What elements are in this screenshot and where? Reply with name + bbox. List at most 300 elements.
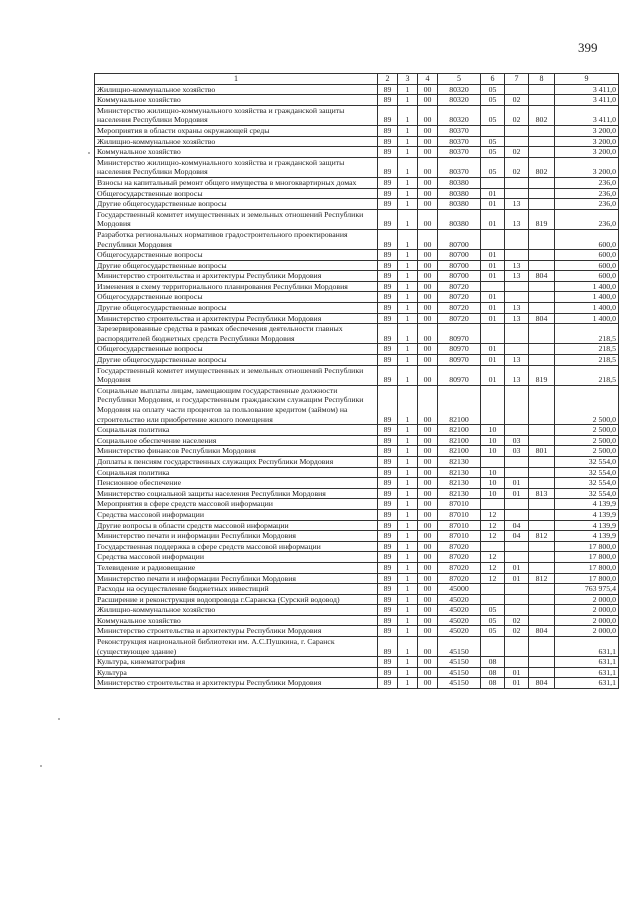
line-item-name: Министерство социальной защиты населения Республики Мордовия	[95, 488, 378, 499]
code-ministry	[529, 344, 555, 355]
amount: 218,5	[555, 355, 619, 366]
code-subchapter: 04	[505, 531, 529, 542]
amount: 1 400,0	[555, 292, 619, 303]
amount: 3 411,0	[555, 105, 619, 125]
code-chapter	[481, 177, 505, 188]
code-chapter: 01	[481, 344, 505, 355]
code-target: 82100	[438, 385, 481, 424]
amount: 17 800,0	[555, 573, 619, 584]
code-subchapter	[505, 136, 529, 147]
scan-speck	[40, 765, 42, 767]
table-row	[95, 355, 619, 366]
code-chapter: 01	[481, 292, 505, 303]
code-sub1: 1	[398, 509, 418, 520]
table-row	[95, 667, 619, 678]
code-subchapter: 02	[505, 157, 529, 177]
page-number: 399	[578, 40, 598, 55]
table-row	[95, 626, 619, 637]
code-section: 89	[378, 626, 398, 637]
table-row	[95, 573, 619, 584]
code-ministry	[529, 292, 555, 303]
code-sub1: 1	[398, 365, 418, 385]
code-chapter: 08	[481, 657, 505, 668]
code-subchapter: 02	[505, 147, 529, 158]
code-sub1: 1	[398, 425, 418, 436]
amount: 2 000,0	[555, 594, 619, 605]
code-target: 87010	[438, 531, 481, 542]
code-sub2: 00	[418, 95, 438, 106]
table-row	[95, 209, 619, 229]
code-chapter: 05	[481, 136, 505, 147]
code-target: 80720	[438, 313, 481, 324]
code-ministry	[529, 615, 555, 626]
code-section: 89	[378, 199, 398, 210]
code-section: 89	[378, 637, 398, 657]
amount: 3 411,0	[555, 95, 619, 106]
code-target: 80380	[438, 199, 481, 210]
code-subchapter: 13	[505, 303, 529, 314]
code-ministry	[529, 250, 555, 261]
code-section: 89	[378, 147, 398, 158]
table-row	[95, 271, 619, 282]
code-section: 89	[378, 509, 398, 520]
code-subchapter	[505, 594, 529, 605]
code-sub1: 1	[398, 281, 418, 292]
code-chapter: 08	[481, 667, 505, 678]
code-subchapter	[505, 229, 529, 249]
code-ministry	[529, 355, 555, 366]
code-chapter	[481, 324, 505, 344]
amount: 600,0	[555, 229, 619, 249]
code-chapter: 01	[481, 260, 505, 271]
amount: 2 500,0	[555, 435, 619, 446]
code-chapter: 10	[481, 478, 505, 489]
code-subchapter: 13	[505, 199, 529, 210]
code-ministry	[529, 637, 555, 657]
amount: 236,0	[555, 177, 619, 188]
code-section: 89	[378, 303, 398, 314]
code-ministry	[529, 303, 555, 314]
amount: 17 800,0	[555, 541, 619, 552]
code-target: 80700	[438, 271, 481, 282]
amount: 32 554,0	[555, 456, 619, 467]
line-item-name: Телевидение и радиовещание	[95, 562, 378, 573]
code-sub2: 00	[418, 509, 438, 520]
code-subchapter	[505, 605, 529, 616]
table-row	[95, 584, 619, 595]
code-sub2: 00	[418, 499, 438, 510]
table-row	[95, 446, 619, 457]
code-section: 89	[378, 313, 398, 324]
code-section: 89	[378, 562, 398, 573]
amount: 600,0	[555, 260, 619, 271]
amount: 1 400,0	[555, 281, 619, 292]
table-row	[95, 456, 619, 467]
code-chapter	[481, 637, 505, 657]
code-sub1: 1	[398, 344, 418, 355]
code-subchapter	[505, 541, 529, 552]
code-target: 80370	[438, 125, 481, 136]
code-section: 89	[378, 260, 398, 271]
table-body	[95, 84, 619, 688]
amount: 631,1	[555, 657, 619, 668]
code-sub2: 00	[418, 177, 438, 188]
code-sub2: 00	[418, 260, 438, 271]
code-subchapter	[505, 250, 529, 261]
code-ministry	[529, 147, 555, 158]
code-ministry: 813	[529, 488, 555, 499]
code-sub2: 00	[418, 594, 438, 605]
code-sub2: 00	[418, 573, 438, 584]
code-target: 87020	[438, 541, 481, 552]
amount: 4 139,9	[555, 499, 619, 510]
code-sub1: 1	[398, 95, 418, 106]
code-sub2: 00	[418, 209, 438, 229]
code-sub2: 00	[418, 303, 438, 314]
code-ministry	[529, 95, 555, 106]
code-ministry	[529, 605, 555, 616]
line-item-name: Разработка региональных нормативов градостроительного проектирования Республики Мордовия	[95, 229, 378, 249]
code-sub1: 1	[398, 125, 418, 136]
code-section: 89	[378, 177, 398, 188]
code-sub1: 1	[398, 584, 418, 595]
line-item-name: Министерство печати и информации Республики Мордовия	[95, 531, 378, 542]
code-sub2: 00	[418, 667, 438, 678]
table-row	[95, 260, 619, 271]
code-chapter: 01	[481, 199, 505, 210]
code-section: 89	[378, 84, 398, 95]
code-sub2: 00	[418, 157, 438, 177]
code-subchapter	[505, 456, 529, 467]
code-sub1: 1	[398, 188, 418, 199]
code-sub1: 1	[398, 84, 418, 95]
code-sub1: 1	[398, 541, 418, 552]
code-target: 82130	[438, 478, 481, 489]
table-row	[95, 552, 619, 563]
line-item-name: Расходы на осуществление бюджетных инвестиций	[95, 584, 378, 595]
code-ministry	[529, 456, 555, 467]
table-row	[95, 344, 619, 355]
line-item-name: Министерство жилищно-коммунального хозяйства и гражданской защиты населения Республики Мордовия	[95, 105, 378, 125]
line-item-name: Министерство печати и информации Республики Мордовия	[95, 573, 378, 584]
code-sub1: 1	[398, 324, 418, 344]
code-section: 89	[378, 355, 398, 366]
table-row	[95, 605, 619, 616]
code-target: 45150	[438, 657, 481, 668]
code-subchapter	[505, 385, 529, 424]
code-ministry: 812	[529, 531, 555, 542]
code-ministry: 812	[529, 573, 555, 584]
code-sub1: 1	[398, 657, 418, 668]
code-sub2: 00	[418, 344, 438, 355]
code-section: 89	[378, 95, 398, 106]
table-row	[95, 594, 619, 605]
line-item-name: Культура, кинематография	[95, 657, 378, 668]
code-chapter: 12	[481, 531, 505, 542]
table-row	[95, 657, 619, 668]
amount: 1 400,0	[555, 303, 619, 314]
code-subchapter	[505, 125, 529, 136]
code-sub1: 1	[398, 260, 418, 271]
code-section: 89	[378, 188, 398, 199]
line-item-name: Социальные выплаты лицам, замещающим государственные должности Республики Мордовия, и государственным гражданским служащим Республики Мордовия на оплату части процентов за пользование кредитом (займом) на строительство или приобретение жилого помещения	[95, 385, 378, 424]
code-chapter	[481, 594, 505, 605]
code-section: 89	[378, 520, 398, 531]
code-subchapter: 13	[505, 365, 529, 385]
code-target: 45020	[438, 626, 481, 637]
code-section: 89	[378, 667, 398, 678]
table-row	[95, 95, 619, 106]
code-sub1: 1	[398, 177, 418, 188]
column-header-1: 1	[95, 74, 378, 85]
line-item-name: Социальная политика	[95, 425, 378, 436]
amount: 4 139,9	[555, 531, 619, 542]
column-header-6: 6	[481, 74, 505, 85]
line-item-name: Министерство строительства и архитектуры Республики Мордовия	[95, 626, 378, 637]
code-section: 89	[378, 615, 398, 626]
code-target: 45000	[438, 584, 481, 595]
amount: 4 139,9	[555, 509, 619, 520]
code-sub2: 00	[418, 531, 438, 542]
code-section: 89	[378, 365, 398, 385]
amount: 2 500,0	[555, 446, 619, 457]
code-ministry	[529, 281, 555, 292]
code-subchapter: 13	[505, 271, 529, 282]
code-section: 89	[378, 281, 398, 292]
code-subchapter: 01	[505, 667, 529, 678]
code-target: 80700	[438, 260, 481, 271]
amount: 17 800,0	[555, 562, 619, 573]
code-sub1: 1	[398, 271, 418, 282]
line-item-name: Другие вопросы в области средств массовой информации	[95, 520, 378, 531]
code-ministry: 801	[529, 446, 555, 457]
code-sub2: 00	[418, 541, 438, 552]
code-section: 89	[378, 531, 398, 542]
code-sub1: 1	[398, 229, 418, 249]
code-target: 87020	[438, 552, 481, 563]
table-row	[95, 84, 619, 95]
code-subchapter	[505, 292, 529, 303]
code-ministry	[529, 509, 555, 520]
code-subchapter	[505, 188, 529, 199]
code-target: 80380	[438, 177, 481, 188]
code-sub2: 00	[418, 229, 438, 249]
code-chapter	[481, 584, 505, 595]
code-chapter: 05	[481, 626, 505, 637]
code-ministry	[529, 125, 555, 136]
amount: 3 200,0	[555, 157, 619, 177]
column-header-4: 4	[418, 74, 438, 85]
code-ministry: 804	[529, 626, 555, 637]
scan-speck	[88, 152, 90, 154]
amount: 2 000,0	[555, 605, 619, 616]
code-target: 80380	[438, 188, 481, 199]
code-section: 89	[378, 573, 398, 584]
code-subchapter: 13	[505, 313, 529, 324]
code-sub1: 1	[398, 562, 418, 573]
line-item-name: Культура	[95, 667, 378, 678]
code-target: 87010	[438, 509, 481, 520]
code-sub1: 1	[398, 626, 418, 637]
code-subchapter	[505, 84, 529, 95]
code-target: 87020	[438, 573, 481, 584]
code-sub2: 00	[418, 626, 438, 637]
line-item-name: Министерство финансов Республики Мордовия	[95, 446, 378, 457]
code-section: 89	[378, 657, 398, 668]
amount: 32 554,0	[555, 488, 619, 499]
code-chapter: 10	[481, 425, 505, 436]
code-sub1: 1	[398, 637, 418, 657]
code-ministry	[529, 435, 555, 446]
amount: 32 554,0	[555, 478, 619, 489]
line-item-name: Другие общегосударственные вопросы	[95, 260, 378, 271]
code-sub1: 1	[398, 467, 418, 478]
code-chapter: 05	[481, 147, 505, 158]
code-chapter: 01	[481, 188, 505, 199]
code-chapter: 12	[481, 520, 505, 531]
code-chapter	[481, 541, 505, 552]
code-sub1: 1	[398, 355, 418, 366]
code-target: 45020	[438, 594, 481, 605]
code-target: 45150	[438, 678, 481, 689]
table-row	[95, 324, 619, 344]
amount: 631,1	[555, 637, 619, 657]
code-ministry	[529, 188, 555, 199]
code-ministry	[529, 541, 555, 552]
code-subchapter: 01	[505, 573, 529, 584]
code-target: 80320	[438, 105, 481, 125]
code-sub2: 00	[418, 365, 438, 385]
code-ministry	[529, 385, 555, 424]
code-subchapter: 03	[505, 435, 529, 446]
code-ministry: 819	[529, 209, 555, 229]
line-item-name: Министерство строительства и архитектуры Республики Мордовия	[95, 313, 378, 324]
line-item-name: Средства массовой информации	[95, 552, 378, 563]
code-sub2: 00	[418, 125, 438, 136]
code-chapter: 05	[481, 157, 505, 177]
code-target: 82100	[438, 425, 481, 436]
line-item-name: Реконструкция национальной библиотеки им. А.С.Пушкина, г. Саранск (существующее здание)	[95, 637, 378, 657]
code-sub2: 00	[418, 435, 438, 446]
code-section: 89	[378, 292, 398, 303]
code-ministry	[529, 136, 555, 147]
code-ministry	[529, 199, 555, 210]
table-row	[95, 499, 619, 510]
code-sub2: 00	[418, 385, 438, 424]
code-section: 89	[378, 678, 398, 689]
code-ministry	[529, 667, 555, 678]
code-subchapter	[505, 509, 529, 520]
code-ministry: 819	[529, 365, 555, 385]
code-subchapter: 01	[505, 678, 529, 689]
code-ministry	[529, 229, 555, 249]
budget-table	[94, 73, 619, 689]
code-ministry	[529, 584, 555, 595]
code-target: 80970	[438, 355, 481, 366]
code-subchapter: 01	[505, 478, 529, 489]
code-sub1: 1	[398, 199, 418, 210]
amount: 600,0	[555, 250, 619, 261]
table-row	[95, 136, 619, 147]
code-target: 80370	[438, 157, 481, 177]
table-row	[95, 385, 619, 424]
code-subchapter	[505, 344, 529, 355]
line-item-name: Зарезервированные средства в рамках обеспечения деятельности главных распорядителей бюджетных средств Республики Мордовия	[95, 324, 378, 344]
code-subchapter	[505, 467, 529, 478]
code-target: 80370	[438, 147, 481, 158]
code-section: 89	[378, 105, 398, 125]
code-chapter: 05	[481, 84, 505, 95]
code-sub1: 1	[398, 520, 418, 531]
code-target: 80700	[438, 250, 481, 261]
code-sub2: 00	[418, 637, 438, 657]
code-subchapter: 13	[505, 209, 529, 229]
code-chapter: 05	[481, 615, 505, 626]
table-row	[95, 229, 619, 249]
line-item-name: Взносы на капитальный ремонт общего имущества в многоквартирных домах	[95, 177, 378, 188]
code-subchapter	[505, 324, 529, 344]
table-row	[95, 531, 619, 542]
line-item-name: Мероприятия в области охраны окружающей среды	[95, 125, 378, 136]
amount: 2 500,0	[555, 425, 619, 436]
code-sub2: 00	[418, 147, 438, 158]
code-section: 89	[378, 478, 398, 489]
code-chapter: 12	[481, 552, 505, 563]
amount: 2 000,0	[555, 615, 619, 626]
code-ministry: 804	[529, 313, 555, 324]
code-ministry	[529, 324, 555, 344]
amount: 2 000,0	[555, 626, 619, 637]
code-sub1: 1	[398, 531, 418, 542]
code-chapter: 10	[481, 488, 505, 499]
line-item-name: Государственный комитет имущественных и земельных отношений Республики Мордовия	[95, 209, 378, 229]
code-target: 87010	[438, 520, 481, 531]
code-subchapter	[505, 552, 529, 563]
code-sub1: 1	[398, 678, 418, 689]
amount: 3 200,0	[555, 136, 619, 147]
code-sub1: 1	[398, 488, 418, 499]
code-ministry	[529, 594, 555, 605]
line-item-name: Министерство жилищно-коммунального хозяйства и гражданской защиты населения Республики Мордовия	[95, 157, 378, 177]
code-ministry	[529, 467, 555, 478]
code-section: 89	[378, 605, 398, 616]
code-subchapter: 01	[505, 488, 529, 499]
code-sub2: 00	[418, 250, 438, 261]
table-row	[95, 313, 619, 324]
code-section: 89	[378, 157, 398, 177]
code-sub2: 00	[418, 281, 438, 292]
code-ministry: 804	[529, 678, 555, 689]
code-ministry	[529, 552, 555, 563]
code-target: 45150	[438, 637, 481, 657]
line-item-name: Коммунальное хозяйство	[95, 95, 378, 106]
code-target: 87020	[438, 562, 481, 573]
code-chapter: 05	[481, 105, 505, 125]
code-sub1: 1	[398, 157, 418, 177]
code-target: 82100	[438, 446, 481, 457]
table-row	[95, 365, 619, 385]
code-target: 80320	[438, 84, 481, 95]
line-item-name: Государственная поддержка в сфере средств массовой информации	[95, 541, 378, 552]
table-row	[95, 125, 619, 136]
table-row	[95, 303, 619, 314]
code-chapter	[481, 281, 505, 292]
code-target: 80320	[438, 95, 481, 106]
code-section: 89	[378, 125, 398, 136]
line-item-name: Общегосударственные вопросы	[95, 188, 378, 199]
amount: 218,5	[555, 344, 619, 355]
code-sub1: 1	[398, 147, 418, 158]
